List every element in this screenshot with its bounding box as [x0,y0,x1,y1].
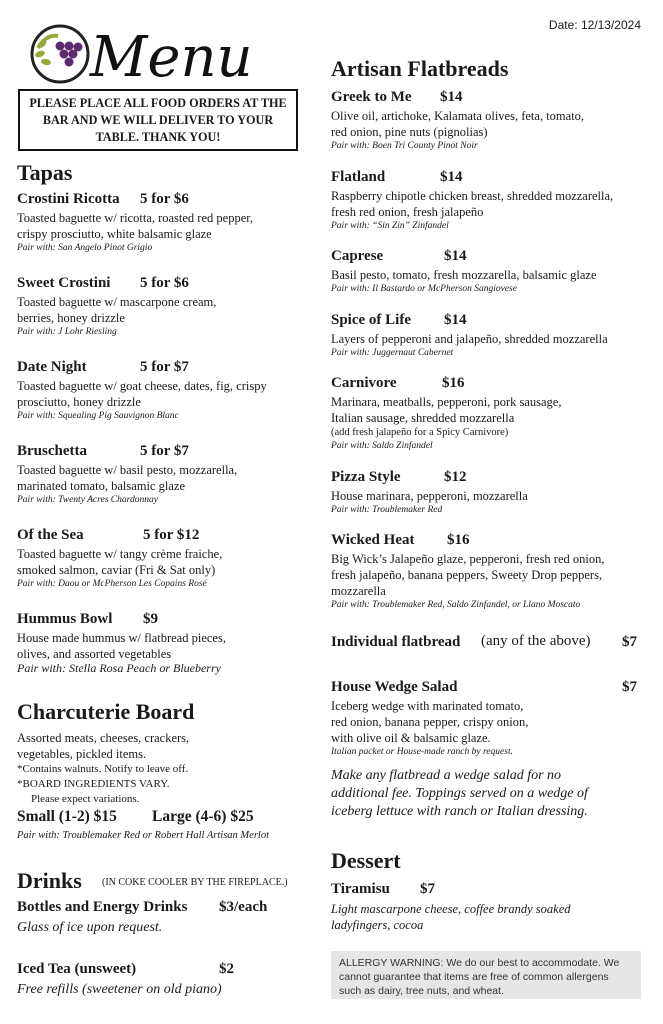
item-description: Basil pesto, tomato, fresh mozzarella, balsamic glaze [331,268,597,282]
item-name: Bruschetta [17,443,87,459]
item-name: Bottles and Energy Drinks [17,899,188,915]
section-title-dessert: Dessert [331,848,401,873]
item-price: 5 for $7 [140,359,189,375]
item-price: $9 [143,611,158,627]
item-description: Toasted baguette w/ goat cheese, dates, fig, crispy prosciutto, honey drizzle [17,379,267,409]
wedge-salad-promo: Make any flatbread a wedge salad for no additional fee. Toppings served on a wedge of iceberg lettuce with ranch or Italian dressing. [331,768,588,819]
salad-price: $7 [622,679,637,695]
item-description: House made hummus w/ flatbread pieces, olives, and assorted vegetables [17,631,226,661]
individual-flatbread-name: Individual flatbread [331,634,461,650]
item-price: $14 [444,248,467,264]
item-price: $3/each [219,899,268,915]
item-pairing: Pair with: Il Bastardo or McPherson Sangiovese [331,284,517,294]
item-pairing: Pair with: Boen Tri County Pinot Noir [331,141,478,151]
item-name: Wicked Heat [331,532,415,548]
section-title-drinks: Drinks [17,868,82,893]
order-notice [18,89,298,151]
item-pairing: Pair with: Squealing Pig Sauvignon Blanc [17,411,179,421]
menu-date: Date: 12/13/2024 [548,18,641,32]
item-pairing: Pair with: J Lohr Riesling [17,327,117,337]
individual-flatbread-note: (any of the above) [481,633,591,649]
drink-note: Glass of ice upon request. [17,920,163,935]
item-pairing: Pair with: Juggernaut Cabernet [331,348,454,358]
menu-logo [18,18,308,88]
item-price: 5 for $6 [140,275,189,291]
item-name: Iced Tea (unsweet) [17,961,137,977]
item-description: Big Wick’s Jalapeño glaze, pepperoni, fresh red onion, fresh jalapeño, banana peppers, Sweety Drop peppers, mozzarella [331,552,605,598]
item-description: House marinara, pepperoni, mozzarella [331,489,528,503]
item-price: $16 [442,375,465,391]
salad-name: House Wedge Salad [331,679,458,695]
item-description: Toasted baguette w/ basil pesto, mozzarella, marinated tomato, balsamic glaze [17,463,238,493]
item-name: Sweet Crostini [17,275,111,291]
notice-line: PLEASE PLACE ALL FOOD ORDERS AT THE [29,96,287,110]
item-pairing: Pair with: Troublemaker Red or Robert Hall Artisan Merlot [17,830,269,841]
item-name: Caprese [331,248,384,264]
item-pairing: Pair with: San Angelo Pinot Grigio [17,243,153,253]
item-price: $16 [447,532,470,548]
item-note: (add fresh jalapeño for a Spicy Carnivore) [331,427,509,438]
section-title-charcuterie: Charcuterie Board [17,699,195,724]
notice-line: TABLE. THANK YOU! [95,130,221,144]
salad-note: Italian packet or House-made ranch by request. [331,747,513,757]
item-price: $14 [444,312,467,328]
logo-text: Menu [90,25,253,88]
charcuterie-large-price: Large (4-6) $25 [152,808,254,825]
item-name: Crostini Ricotta [17,191,120,207]
item-pairing: Pair with: Stella Rosa Peach or Blueberry [17,661,221,675]
item-name: Hummus Bowl [17,611,113,627]
notice-line: BAR AND WE WILL DELIVER TO YOUR [42,113,274,127]
item-price: $12 [444,469,467,485]
charcuterie-notes: *Contains walnuts. Notify to leave off. *BOARD INGREDIENTS VARY. Please expect variations. [17,763,189,805]
item-name: Spice of Life [331,312,411,328]
individual-flatbread-price: $7 [622,634,637,650]
section-title-tapas: Tapas [17,160,73,185]
item-name: Pizza Style [331,469,401,485]
item-description: Toasted baguette w/ ricotta, roasted red pepper, crispy prosciutto, white balsamic glaze [17,211,254,241]
item-price: $14 [440,169,463,185]
grape-logo-icon [18,18,308,88]
item-pairing: Pair with: Troublemaker Red, Saldo Zinfandel, or Llano Moscato [331,600,581,610]
item-description: Marinara, meatballs, pepperoni, pork sausage, Italian sausage, shredded mozzarella [331,395,562,425]
item-price: 5 for $6 [140,191,189,207]
charcuterie-description: Assorted meats, cheeses, crackers, vegetables, pickled items. [17,731,190,761]
item-price: $14 [440,89,463,105]
dessert-name: Tiramisu [331,881,390,897]
item-name: Of the Sea [17,527,84,543]
dessert-description: Light mascarpone cheese, coffee brandy soaked ladyfingers, cocoa [331,902,571,932]
item-pairing: Pair with: Troublemaker Red [331,505,443,515]
allergy-warning: ALLERGY WARNING: We do our best to accommodate. We cannot guarantee that items are free of common allergens such as dairy, tree nuts, and wheat. [331,951,641,999]
charcuterie-small-price: Small (1-2) $15 [17,808,117,825]
salad-description: Iceberg wedge with marinated tomato, red onion, banana pepper, crispy onion, with olive oil & balsamic glaze. [331,699,529,745]
item-description: Raspberry chipotle chicken breast, shredded mozzarella, fresh red onion, fresh jalapeño [331,189,614,219]
item-description: Toasted baguette w/ mascarpone cream, berries, honey drizzle [17,295,217,325]
item-description: Toasted baguette w/ tangy crème fraiche, smoked salmon, caviar (Fri & Sat only) [17,547,223,577]
drinks-subtitle: (IN COKE COOLER BY THE FIREPLACE.) [102,877,288,888]
item-pairing: Pair with: Twenty Acres Chardonnay [17,495,158,505]
drink-note: Free refills (sweetener on old piano) [17,982,222,997]
item-price: $2 [219,961,234,977]
item-pairing: Pair with: Saldo Zinfandel [331,441,433,451]
item-description: Layers of pepperoni and jalapeño, shredded mozzarella [331,332,608,346]
item-name: Carnivore [331,375,397,391]
item-name: Date Night [17,359,87,375]
item-price: 5 for $7 [140,443,189,459]
section-title-flatbreads: Artisan Flatbreads [331,56,509,81]
dessert-price: $7 [420,881,435,897]
item-description: Olive oil, artichoke, Kalamata olives, feta, tomato, red onion, pine nuts (pignolias) [331,109,585,139]
item-name: Flatland [331,169,386,185]
item-price: 5 for $12 [143,527,200,543]
item-pairing: Pair with: Daou or McPherson Les Copains Rosé [17,579,207,589]
item-name: Greek to Me [331,89,412,105]
item-pairing: Pair with: “Sin Zin” Zinfandel [331,221,449,231]
